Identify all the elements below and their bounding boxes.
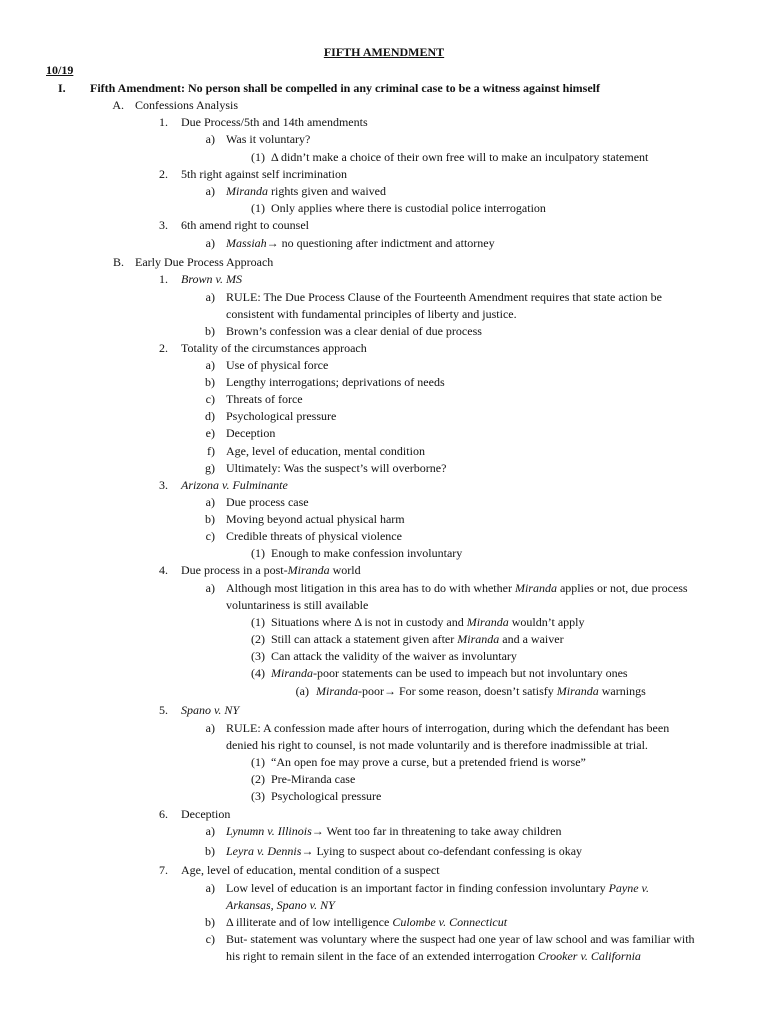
outline-item: Due process case <box>226 495 309 509</box>
outline-marker: (1) <box>251 615 265 629</box>
outline-marker: c) <box>205 392 215 406</box>
outline-marker: c) <box>205 932 215 946</box>
outline-marker: a) <box>205 721 215 735</box>
outline-marker: 3. <box>159 478 168 492</box>
outline-item: Still can attack a statement given after Miranda and a waiver <box>271 632 564 646</box>
outline-marker: a) <box>205 881 215 895</box>
case-name: Culombe v. Connecticut <box>392 915 508 929</box>
outline-item: Lynumn v. Illinois→ Went too far in threatening to take away children <box>226 824 562 838</box>
outline-item: Situations where Δ is not in custody and Miranda wouldn’t apply <box>271 615 585 629</box>
case-name: Arizona v. Fulminante <box>181 478 288 492</box>
outline-item: 5th right against self incrimination <box>181 167 347 181</box>
outline-item-continued: his right to remain silent in the face of an extended interrogation Crooker v. California <box>226 949 641 963</box>
outline-item: Was it voluntary? <box>226 132 311 146</box>
case-name: Miranda <box>226 184 268 198</box>
outline-marker: 4. <box>159 563 168 577</box>
case-name: Brown v. MS <box>181 272 242 286</box>
case-name: Arkansas, Spano v. NY <box>226 898 335 912</box>
outline-marker: (a) <box>295 684 309 698</box>
outline-marker: f) <box>207 444 215 458</box>
outline-item: Deception <box>226 426 276 440</box>
outline-item <box>181 477 288 494</box>
case-name: Miranda <box>316 684 358 698</box>
case-name: Massiah <box>226 236 267 250</box>
case-name: Leyra v. Dennis <box>226 844 302 858</box>
outline-item: Use of physical force <box>226 358 329 372</box>
outline-marker: (3) <box>251 649 265 663</box>
outline-marker: b) <box>205 915 215 929</box>
outline-marker: b) <box>205 512 215 526</box>
outline-marker: (1) <box>251 546 265 560</box>
case-name: Miranda <box>466 615 509 629</box>
outline-marker: (1) <box>251 201 265 215</box>
outline-marker: a) <box>205 824 215 838</box>
outline-item: Brown’s confession was a clear denial of due process <box>226 324 482 338</box>
outline-item: RULE: A confession made after hours of interrogation, during which the defendant has been <box>226 721 670 735</box>
outline-marker: (4) <box>251 666 265 680</box>
outline-item: Age, level of education, mental condition <box>226 444 425 458</box>
outline-item: Enough to make confession involuntary <box>271 546 463 560</box>
outline-item: Moving beyond actual physical harm <box>226 512 405 526</box>
outline-item: Psychological pressure <box>226 409 337 423</box>
outline-marker: b) <box>205 324 215 338</box>
outline-marker: 2. <box>159 167 168 181</box>
date-heading: 10/19 <box>46 63 74 77</box>
outline-marker: a) <box>205 495 215 509</box>
outline-marker: a) <box>205 132 215 146</box>
case-name: Miranda <box>457 632 500 646</box>
outline-item: 6th amend right to counsel <box>181 218 309 232</box>
case-name: Lynumn v. Illinois <box>226 824 312 838</box>
outline-item: But- statement was voluntary where the suspect had one year of law school and was familiar with <box>226 932 695 946</box>
outline-item: Credible threats of physical violence <box>226 529 402 543</box>
case-name: Miranda <box>271 666 313 680</box>
outline-item: Although most litigation in this area has to do with whether Miranda applies or not, due process <box>226 581 688 595</box>
outline-marker: e) <box>205 426 215 440</box>
subsection-heading: Confessions Analysis <box>135 98 239 112</box>
outline-marker: 7. <box>159 863 168 877</box>
outline-item: Totality of the circumstances approach <box>181 341 367 355</box>
outline-marker: B. <box>112 255 124 269</box>
outline-item: Due process in a post-Miranda world <box>181 563 361 577</box>
case-name: Spano v. NY <box>181 703 240 717</box>
outline-item: Threats of force <box>226 392 303 406</box>
outline-marker: 5. <box>159 703 168 717</box>
outline-item-continued: voluntariness is still available <box>226 598 369 612</box>
outline-item: Massiah→ no questioning after indictment and attorney <box>226 236 495 250</box>
outline-item: Miranda rights given and waived <box>226 184 386 198</box>
outline-item: Psychological pressure <box>271 789 382 803</box>
outline-item <box>181 271 242 288</box>
outline-marker: (2) <box>251 772 265 786</box>
outline-item: RULE: The Due Process Clause of the Fourteenth Amendment requires that state action be <box>226 290 663 304</box>
outline-item: Low level of education is an important factor in finding confession involuntary Payne v. <box>226 881 649 895</box>
outline-item: Miranda-poor statements can be used to impeach but not involuntary ones <box>271 666 628 680</box>
case-name: Payne v. <box>608 881 649 895</box>
outline-marker: 1. <box>159 272 168 286</box>
case-name: Miranda <box>287 563 330 577</box>
outline-item: Only applies where there is custodial police interrogation <box>271 201 546 215</box>
outline-marker: (1) <box>251 755 265 769</box>
outline-item-continued: consistent with fundamental principles of liberty and justice. <box>226 307 517 321</box>
page-title: FIFTH AMENDMENT <box>323 45 445 59</box>
outline-marker: A. <box>112 98 124 112</box>
outline-marker: a) <box>205 581 215 595</box>
outline-marker: b) <box>205 844 215 858</box>
outline-marker: I. <box>58 81 66 95</box>
outline-item: Δ didn’t make a choice of their own free will to make an inculpatory statement <box>271 150 649 164</box>
outline-marker: g) <box>205 461 215 475</box>
outline-item: Can attack the validity of the waiver as involuntary <box>271 649 517 663</box>
outline-marker: a) <box>205 184 215 198</box>
outline-marker: (3) <box>251 789 265 803</box>
outline-item: Lengthy interrogations; deprivations of needs <box>226 375 445 389</box>
outline-marker: 1. <box>159 115 168 129</box>
outline-item: Δ illiterate and of low intelligence Culombe v. Connecticut <box>226 915 508 929</box>
outline-item: Pre-Miranda case <box>271 772 356 786</box>
outline-marker: b) <box>205 375 215 389</box>
outline-marker: c) <box>205 529 215 543</box>
outline-item: Miranda-poor→ For some reason, doesn’t satisfy Miranda warnings <box>316 684 646 698</box>
outline-item: “An open foe may prove a curse, but a pretended friend is worse” <box>271 755 586 769</box>
outline-marker: a) <box>205 290 215 304</box>
outline-item-continued: denied his right to counsel, is not made voluntarily and is therefore inadmissible at trial. <box>226 738 648 752</box>
outline-item: Deception <box>181 807 231 821</box>
case-name: Miranda <box>514 581 557 595</box>
outline-marker: 2. <box>159 341 168 355</box>
outline-item <box>181 702 239 719</box>
case-name: Crooker v. California <box>537 949 641 963</box>
outline-item: Leyra v. Dennis→ Lying to suspect about co-defendant confessing is okay <box>226 844 583 858</box>
outline-marker: (2) <box>251 632 265 646</box>
outline-marker: d) <box>205 409 215 423</box>
outline-marker: (1) <box>251 150 265 164</box>
outline-marker: 3. <box>159 218 168 232</box>
section-heading: Fifth Amendment: No person shall be compelled in any criminal case to be a witness against himself <box>90 81 600 95</box>
outline-item: Age, level of education, mental condition of a suspect <box>181 863 440 877</box>
outline-marker: a) <box>205 358 215 372</box>
outline-marker: a) <box>205 236 215 250</box>
outline-item: Ultimately: Was the suspect’s will overborne? <box>226 461 447 475</box>
outline-item: Due Process/5th and 14th amendments <box>181 115 368 129</box>
subsection-heading: Early Due Process Approach <box>135 255 274 269</box>
outline-marker: 6. <box>159 807 168 821</box>
outline-item-continued <box>226 897 335 914</box>
case-name: Miranda <box>556 684 599 698</box>
